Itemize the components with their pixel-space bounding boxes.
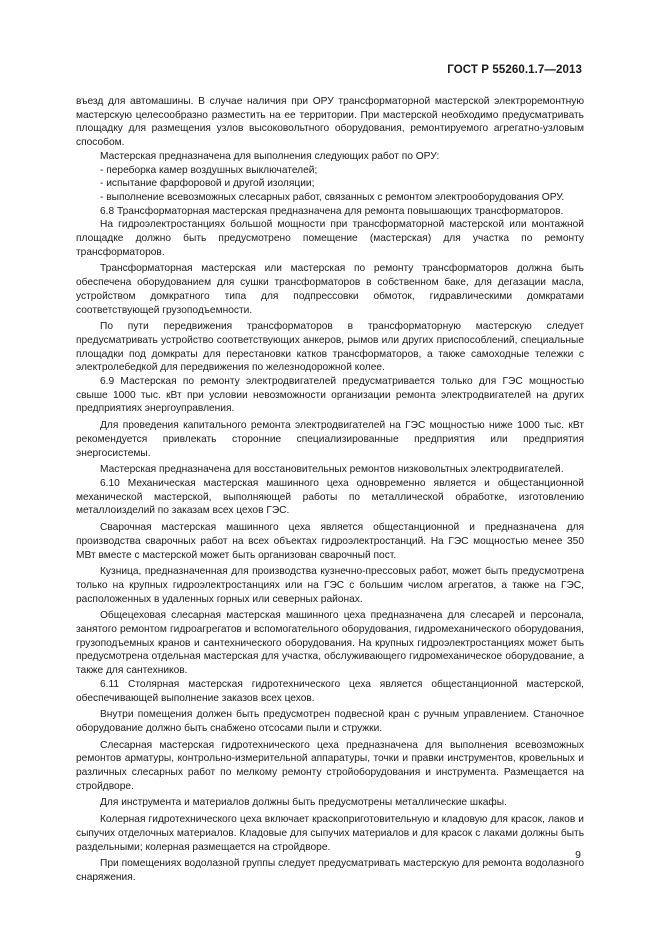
section-paragraph: 6.11 Столярная мастерская гидротехнического цеха является общестанционной мастерской, обеспечивающей выполнение заказов всех цехов. [76, 678, 584, 704]
paragraph: Трансформаторная мастерская или мастерская по ремонту трансформаторов должна быть обеспечена оборудованием для сушки трансформаторов в собственном баке, для дегазации масла, устройством домкратного типа для подпрессовки обмоток, гидравлическими домкратами соответствующей грузоподъемности. [76, 263, 584, 316]
section-paragraph: 6.9 Мастерская по ремонту электродвигателей предусматривается только для ГЭС мощностью свыше 1000 тыс. кВт при условии невозможности организации ремонта электродвигателей на других предприятиях энергоуправления. [76, 376, 584, 415]
paragraph: При помещениях водолазной группы следует предусматривать мастерскую для ремонта водолазного снаряжения. [76, 858, 584, 883]
paragraph: По пути передвижения трансформаторов в трансформаторную мастерскую следует предусматривать устройство соответствующих анкеров, рымов или других приспособлений, специальные площадки под домкраты для перестановки катков трансформаторов, а также самоходные тележки с электролебедкой для передвижения по железнодорожной колее. [76, 321, 584, 374]
page-number: 9 [575, 849, 581, 861]
section-paragraph: 6.10 Механическая мастерская машинного цеха одновременно является и общестанционной механической мастерской, выполняющей работы по металлической обработке, изготовлению металлоизделий по заказам всех цехов ГЭС. [76, 477, 584, 517]
paragraph: въезд для автомашины. В случае наличия при ОРУ трансформаторной мастерской электроремонтную мастерскую целесообразно разместить на ее территории. При мастерской необходимо предусматривать площадку для размещения узлов высоковольтного оборудования, ремонтируемого агрегатно-узловым способом. [76, 96, 584, 149]
paragraph: Мастерская предназначена для выполнения следующих работ по ОРУ: [100, 150, 440, 162]
paragraph: Общецеховая слесарная мастерская машинного цеха предназначена для слесарей и персонала, занятого ремонтом гидроагрегатов и вспомогательного оборудования, гидромеханического оборудования, грузоподъемных кранов и сантехнического оборудования. На крупных гидроэлектростанциях может быть предусмотрена отдельная мастерская для участка, обслуживающего гидромеханическое оборудование, а также для сантехников. [76, 610, 584, 677]
paragraph: Кузница, предназначенная для производства кузнечно-прессовых работ, может быть предусмотрена только на крупных гидроэлектростанциях или на ГЭС с большим числом агрегатов, а также на ГЭС, расположенных в удаленных горных или северных районах. [76, 566, 584, 605]
paragraph: Для проведения капитального ремонта электродвигателей на ГЭС мощностью ниже 1000 тыс. кВт рекомендуется привлекать сторонние специализированные предприятия или предприятия энергосистемы. [76, 420, 584, 459]
section-paragraph: 6.8 Трансформаторная мастерская предназначена для ремонта повышающих трансформаторов. [100, 205, 564, 217]
document-body [76, 95, 584, 885]
paragraph: Внутри помещения должен быть предусмотрен подвесной кран с ручным управлением. Станочное оборудование должно быть снабжено отсосами пыли и стружки. [76, 709, 584, 734]
paragraph: Колерная гидротехнического цеха включает краскоприготовительную и кладовую для красок, лаков и сыпучих отделочных материалов. Кладовые для сыпучих материалов и для красок с лаками должны быть раздельными; колерная размещается на стройдворе. [76, 814, 584, 853]
paragraph: Для инструмента и материалов должны быть предусмотрены металлические шкафы. [100, 797, 507, 809]
paragraph: На гидроэлектростанциях большой мощности при трансформаторной мастерской или монтажной площадке должно быть предусмотрено помещение (мастерская) для участка по ремонту трансформаторов. [76, 219, 584, 258]
list-item: - выполнение всевозможных слесарных работ, связанных с ремонтом электрооборудования ОРУ. [100, 191, 565, 203]
document-header: ГОСТ Р 55260.1.7—2013 [447, 64, 582, 76]
list-item: - испытание фарфоровой и другой изоляции; [100, 178, 315, 190]
list-item: - переборка камер воздушных выключателей; [100, 164, 318, 176]
paragraph: Мастерская предназначена для восстановительных ремонтов низковольтных электродвигателей. [100, 464, 564, 476]
paragraph: Слесарная мастерская гидротехнического цеха предназначена для выполнения всевозможных ремонтов арматуры, контрольно-измерительной аппаратуры, точки и правки инструментов, кровельных и различных слесарных работ по мелкому ремонту стройоборудования и инструмента. Размещается на стройдворе. [76, 739, 584, 792]
paragraph: Сварочная мастерская машинного цеха является общестанционной и предназначена для производства сварочных работ на всех объектах гидроэлектростанций. На ГЭС мощностью менее 350 МВт вместе с мастерской может быть организован сварочный пост. [76, 522, 584, 561]
